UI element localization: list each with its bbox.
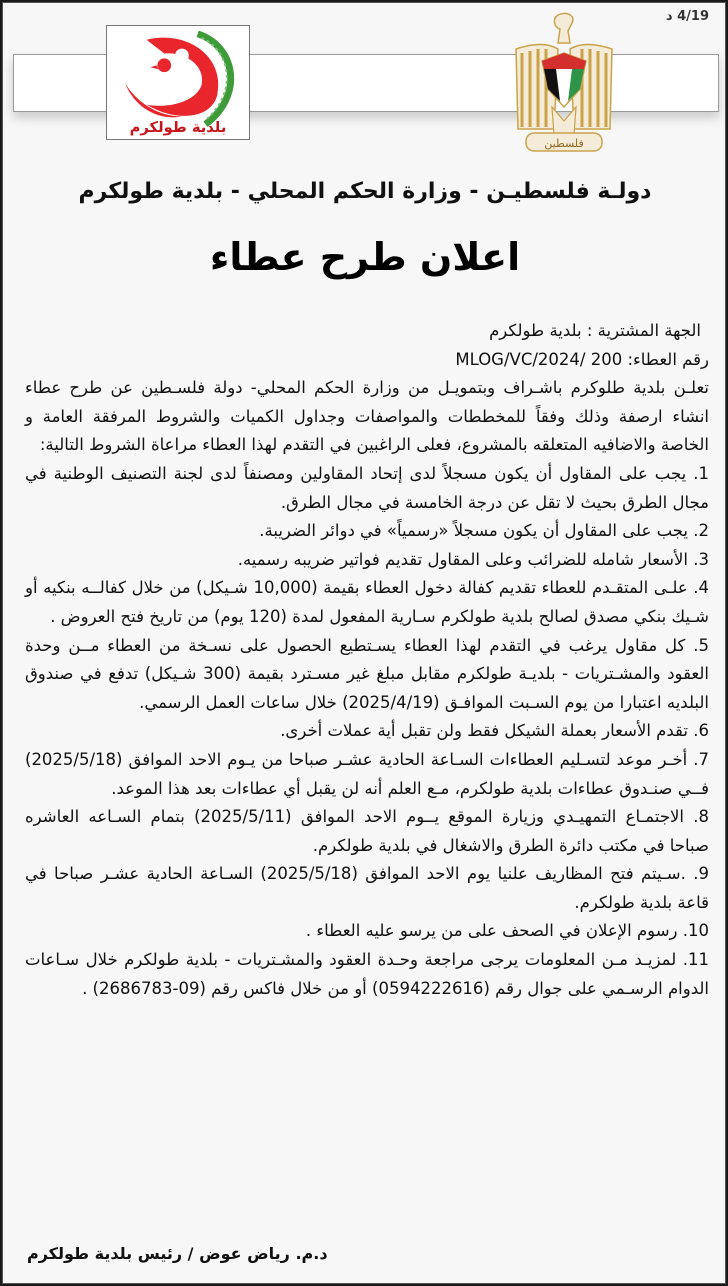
corner-reference: 4/19 د [665,9,709,24]
condition-item: 9. .سـيتم فتح المظاريف علنيا يوم الاحد الموافق (2025/5/18) السـاعة الحادية عشـر صباحا في قاعة بلدية طولكرم. [25,864,709,912]
conditions-list [25,460,709,1003]
condition-item: 3. الأسعار شامله للضرائب وعلى المقاول تقديم فواتير ضريبه رسميه. [237,549,709,569]
condition-item: 2. يجب على المقاول أن يكون مسجلاً «رسمياً» في دوائر الضريبة. [259,521,709,541]
government-heading: دولـة فلسطيـن - وزارة الحكم المحلي - بلدية طولكرم [78,179,652,204]
condition-item: 4. علـى المتقـدم للعطاء تقديم كفالة دخول العطاء بقيمة (10,000 شـيكل) من خلال كفالــه بنكيه أو شـيك بنكي مصدق لصالح بلدية طولكرم سـارية المفعول لمدة (120 يوم) من تاريخ فتح العروض . [25,578,709,626]
tender-number: رقم العطاء: 200 /MLOG/VC/2024 [455,349,709,369]
condition-item: 7. أخـر موعد لتسـليم العطاءات السـاعة الحادية عشـر صباحا من يـوم الاحد الموافق (2025/5/18) فــي صنـدوق عطاءات بلدية طولكرم، مـع العلم أنه لن يقبل أي عطاءات بعد هذا الموعد. [25,749,709,798]
phoenix-logo-icon [107,26,249,139]
tulkarm-municipality-logo [106,25,250,140]
condition-item: 8. الاجتمـاع التمهيـدي وزيارة الموقع يــوم الاحد الموافق (2025/5/11) بتمام السـاعه العاشره صباحا في مكتب دائرة الطرق والاشغال في بلدية طولكرم. [25,807,709,855]
condition-item: 1. يجب على المقاول أن يكون مسجلاً لدى إتحاد المقاولين ومصنفاً لدى لجنة التصنيف الوطنية في مجال الطرق بحيث لا تقل عن درجة الخامسة في مجال الطرق. [25,463,709,512]
logo-caption: بلدية طولكرم [129,119,227,137]
palestine-emblem [508,9,620,157]
intro-paragraph: تعلـن بلدية طلوكرم باشـراف وبتمويـل من وزارة الحكم المحلي- دولة فلسـطين عن طرح عطاء انشاء ارصفة وذلك وفقاً للمخططات والمواصفات وجداول الكميات والشروط المرفقة العامة و الخاصة والاضافيه المتعلقه بالمشروع، فعلى الراغبين في التقدم لهذا العطاء مراعاة الشروط التالية: [25,378,709,455]
condition-item: 11. لمزيـد مـن المعلومات يرجى مراجعة وحـدة العقود والمشـتريات - بلدية طولكرم خلال سـاعات الدوام الرسـمي على جوال رقم (0594222616) أو من خلال فاكس رقم (09-2686783) . [25,950,709,998]
emblem-caption: فلسطين [544,137,584,150]
eagle-emblem-icon [508,9,620,157]
announcement-body [25,317,709,1003]
condition-item: 6. تقدم الأسعار بعملة الشيكل فقط ولن تقبل أية عملات أخرى. [280,721,709,741]
tender-announcement-page [2,2,726,1284]
announcement-title: اعلان طرح عطاء [209,235,521,279]
condition-item: 10. رسوم الإعلان في الصحف على من يرسو عليه العطاء . [305,921,709,941]
condition-item: 5. كل مقاول يرغب في التقدم لهذا العطاء يسـتطيع الحصول على نسـخة من العطاء مــن وحدة العقود والمشـتريات - بلديـة طولكرم مقابل مبلغ غير مسـترد بقيمة (300 شـيكل) تدفع في صندوق البلديه اعتبارا من يوم السـبت الموافـق (2025/4/19) خلال ساعات العمل الرسمي. [25,635,709,712]
signature-line: د.م. رياض عوض / رئيس بلدية طولكرم [27,1244,328,1263]
purchaser-line: الجهة المشترية : بلدية طولكرم [489,321,701,340]
